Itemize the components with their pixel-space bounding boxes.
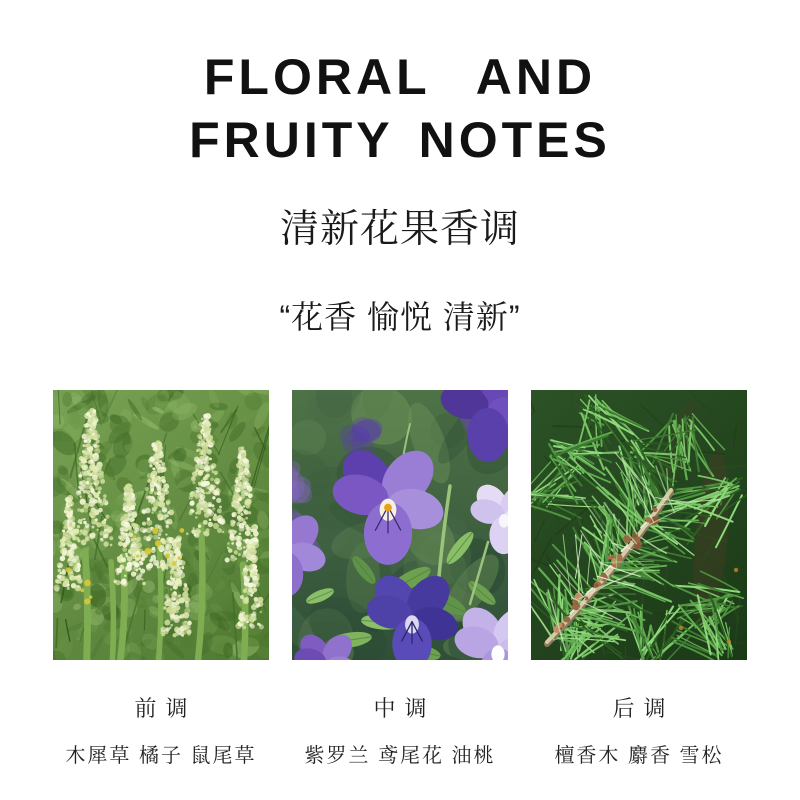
top-notes-photo: [53, 390, 269, 660]
title-line-1: FLORAL AND: [203, 49, 597, 105]
base-notes-ingredients: 檀香木 麝香 雪松: [554, 745, 724, 767]
middle-notes-ingredients: 紫罗兰 鸢尾花 油桃: [304, 745, 496, 767]
scent-quote: “花香 愉悦 清新”: [279, 299, 521, 335]
base-notes-stage-label: 后调: [612, 696, 675, 721]
top-notes-ingredients: 木犀草 橘子 鼠尾草: [65, 745, 257, 767]
note-column-middle: [292, 390, 508, 768]
note-column-top: [53, 390, 269, 768]
middle-notes-photo: [292, 390, 508, 660]
section-header: [0, 0, 800, 337]
middle-notes-stage-label: 中调: [373, 696, 436, 721]
title-line-2: FRUITY NOTES: [189, 112, 611, 168]
section-title-cn: 清新花果香调: [279, 208, 520, 251]
top-notes-stage-label: 前调: [134, 696, 197, 721]
section-title-en: [0, 0, 800, 172]
base-notes-photo: [531, 390, 747, 660]
notes-photo-row: [0, 390, 800, 768]
note-column-base: [531, 390, 747, 768]
